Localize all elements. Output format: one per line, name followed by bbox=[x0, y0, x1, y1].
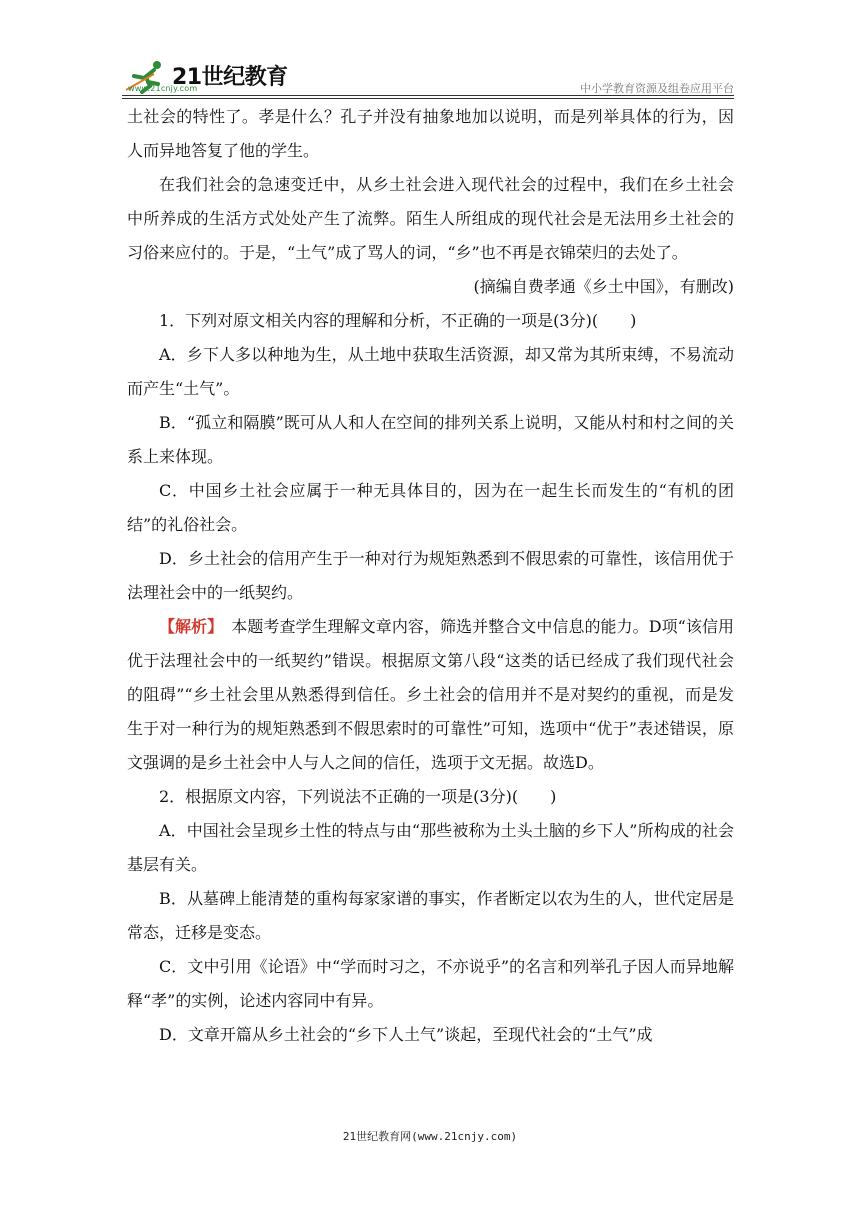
page-footer: 21世纪教育网(www.21cnjy.com) bbox=[342, 1130, 518, 1143]
question-2-option-b: B．从墓碑上能清楚的重构每家家谱的事实，作者断定以农为生的人，世代定居是常态，迁移是变态。 bbox=[127, 889, 734, 942]
page-header bbox=[122, 58, 734, 98]
question-1-stem: 1．下列对原文相关内容的理解和分析，不正确的一项是(3分)( ) bbox=[159, 311, 637, 330]
header-tagline: 中小学教育资源及组卷应用平台 bbox=[580, 82, 734, 95]
logo-title: 21世纪教育 bbox=[172, 65, 288, 90]
question-2-option-c: C．文中引用《论语》中“学而时习之，不亦说乎”的名言和列举孔子因人而异地解释“孝”的实例，论述内容同中有异。 bbox=[127, 957, 734, 1010]
header-rule-thin bbox=[122, 98, 734, 99]
question-2-stem: 2．根据原文内容，下列说法不正确的一项是(3分)( ) bbox=[159, 787, 557, 806]
analysis-tag: 【解析】 bbox=[159, 617, 216, 636]
question-1-option-a: A．乡下人多以种地为生，从土地中获取生活资源，却又常为其所束缚，不易流动而产生“土气”。 bbox=[127, 345, 734, 398]
question-1-option-d: D．乡土社会的信用产生于一种对行为规矩熟悉到不假思索的可靠性，该信用优于法理社会中的一纸契约。 bbox=[127, 549, 734, 602]
logo bbox=[122, 58, 302, 96]
paragraph: 在我们社会的急速变迁中，从乡土社会进入现代社会的过程中，我们在乡土社会中所养成的生活方式处处产生了流弊。陌生人所组成的现代社会是无法用乡土社会的习俗来应付的。于是，“土气”成了骂人的词，“乡”也不再是衣锦荣归的去处了。 bbox=[127, 175, 734, 262]
question-1-option-c: C．中国乡土社会应属于一种无具体目的，因为在一起生长而发生的“有机的团结”的礼俗社会。 bbox=[127, 481, 734, 534]
document-body bbox=[127, 100, 734, 1052]
logo-url: www.21cnjy.com bbox=[128, 84, 198, 93]
question-1-analysis bbox=[127, 610, 734, 780]
header-rule bbox=[122, 95, 734, 96]
question-1-option-b: B．“孤立和隔膜”既可从人和人在空间的排列关系上说明，又能从村和村之间的关系上来体现。 bbox=[127, 413, 734, 466]
source-citation: (摘编自费孝通《乡土中国》，有删改) bbox=[473, 277, 734, 296]
analysis-text: 本题考查学生理解文章内容，筛选并整合文中信息的能力。D项“该信用优于法理社会中的一纸契约”错误。根据原文第八段“这类的话已经成了我们现代社会的阻碍”“乡土社会里从熟悉得到信任。乡土社会的信用并不是对契约的重视，而是发生于对一种行为的规矩熟悉到不假思索时的可靠性”可知，选项中“优于”表述错误，原文强调的是乡土社会中人与人之间的信任，选项于文无据。故选D。 bbox=[127, 617, 734, 772]
paragraph: 土社会的特性了。孝是什么？孔子并没有抽象地加以说明，而是列举具体的行为，因人而异地答复了他的学生。 bbox=[127, 107, 734, 160]
question-2-option-a: A．中国社会呈现乡土性的特点与由“那些被称为土头土脑的乡下人”所构成的社会基层有关。 bbox=[127, 821, 734, 874]
question-2-option-d: D．文章开篇从乡土社会的“乡下人土气”谈起，至现代社会的“土气”成 bbox=[159, 1025, 653, 1044]
